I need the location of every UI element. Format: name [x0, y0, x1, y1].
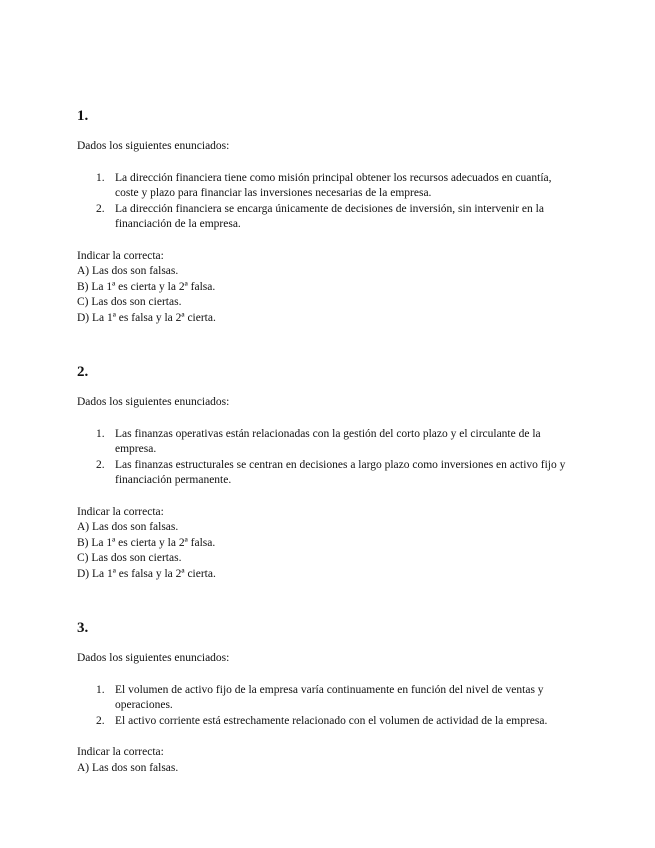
question-3	[77, 619, 577, 776]
answer-option-b: B) La 1ª es cierta y la 2ª falsa.	[77, 280, 216, 293]
question-intro: Dados los siguientes enunciados:	[77, 396, 230, 408]
question-1	[77, 107, 577, 326]
statement-text: La dirección financiera se encarga únicamente de decisiones de inversión, sin intervenir en la financiación de la empresa.	[115, 202, 544, 230]
statement-list	[77, 683, 577, 730]
question-number: 1.	[77, 108, 89, 124]
statement-text: Las finanzas estructurales se centran en decisiones a largo plazo como inversiones en activo fijo y financiación permanente.	[115, 458, 566, 486]
statement-list	[77, 427, 577, 489]
question-prompt: Indicar la correcta:	[77, 746, 164, 758]
question-number: 3.	[77, 620, 89, 636]
statement-item	[77, 458, 577, 489]
statement-item	[77, 202, 577, 233]
question-number: 2.	[77, 364, 89, 380]
answer-option-d: D) La 1ª es falsa y la 2ª cierta.	[77, 567, 216, 580]
statement-number: 2.	[96, 202, 105, 215]
statement-number: 2.	[96, 714, 105, 727]
answer-option-c: C) Las dos son ciertas.	[77, 552, 182, 564]
answer-option-d: D) La 1ª es falsa y la 2ª cierta.	[77, 311, 216, 324]
statement-text: El volumen de activo fijo de la empresa varía continuamente en función del nivel de ventas y operaciones.	[115, 683, 544, 711]
statement-item	[77, 683, 577, 714]
statement-item	[77, 427, 577, 458]
statement-number: 1.	[96, 427, 105, 440]
statement-text: El activo corriente está estrechamente relacionado con el volumen de actividad de la empresa.	[115, 714, 548, 727]
statement-list	[77, 171, 577, 233]
question-prompt: Indicar la correcta:	[77, 505, 164, 518]
statement-text: Las finanzas operativas están relacionadas con la gestión del corto plazo y el circulante de la empresa.	[115, 427, 541, 455]
question-2	[77, 363, 577, 582]
statement-item	[77, 171, 577, 202]
question-intro: Dados los siguientes enunciados:	[77, 140, 230, 152]
answer-option-b: B) La 1ª es cierta y la 2ª falsa.	[77, 536, 216, 549]
statement-text: La dirección financiera tiene como misión principal obtener los recursos adecuados en cuantía, coste y plazo para financiar las inversiones necesarias de la empresa.	[115, 171, 552, 199]
answer-option-a: A) Las dos son falsas.	[77, 761, 179, 774]
answer-option-c: C) Las dos son ciertas.	[77, 296, 182, 308]
statement-item	[77, 714, 577, 730]
question-prompt: Indicar la correcta:	[77, 249, 164, 262]
statement-number: 1.	[96, 683, 105, 696]
answer-option-a: A) Las dos son falsas.	[77, 265, 179, 277]
statement-number: 1.	[96, 171, 105, 184]
question-intro: Dados los siguientes enunciados:	[77, 652, 230, 664]
statement-number: 2.	[96, 458, 105, 471]
answer-option-a: A) Las dos son falsas.	[77, 521, 179, 533]
